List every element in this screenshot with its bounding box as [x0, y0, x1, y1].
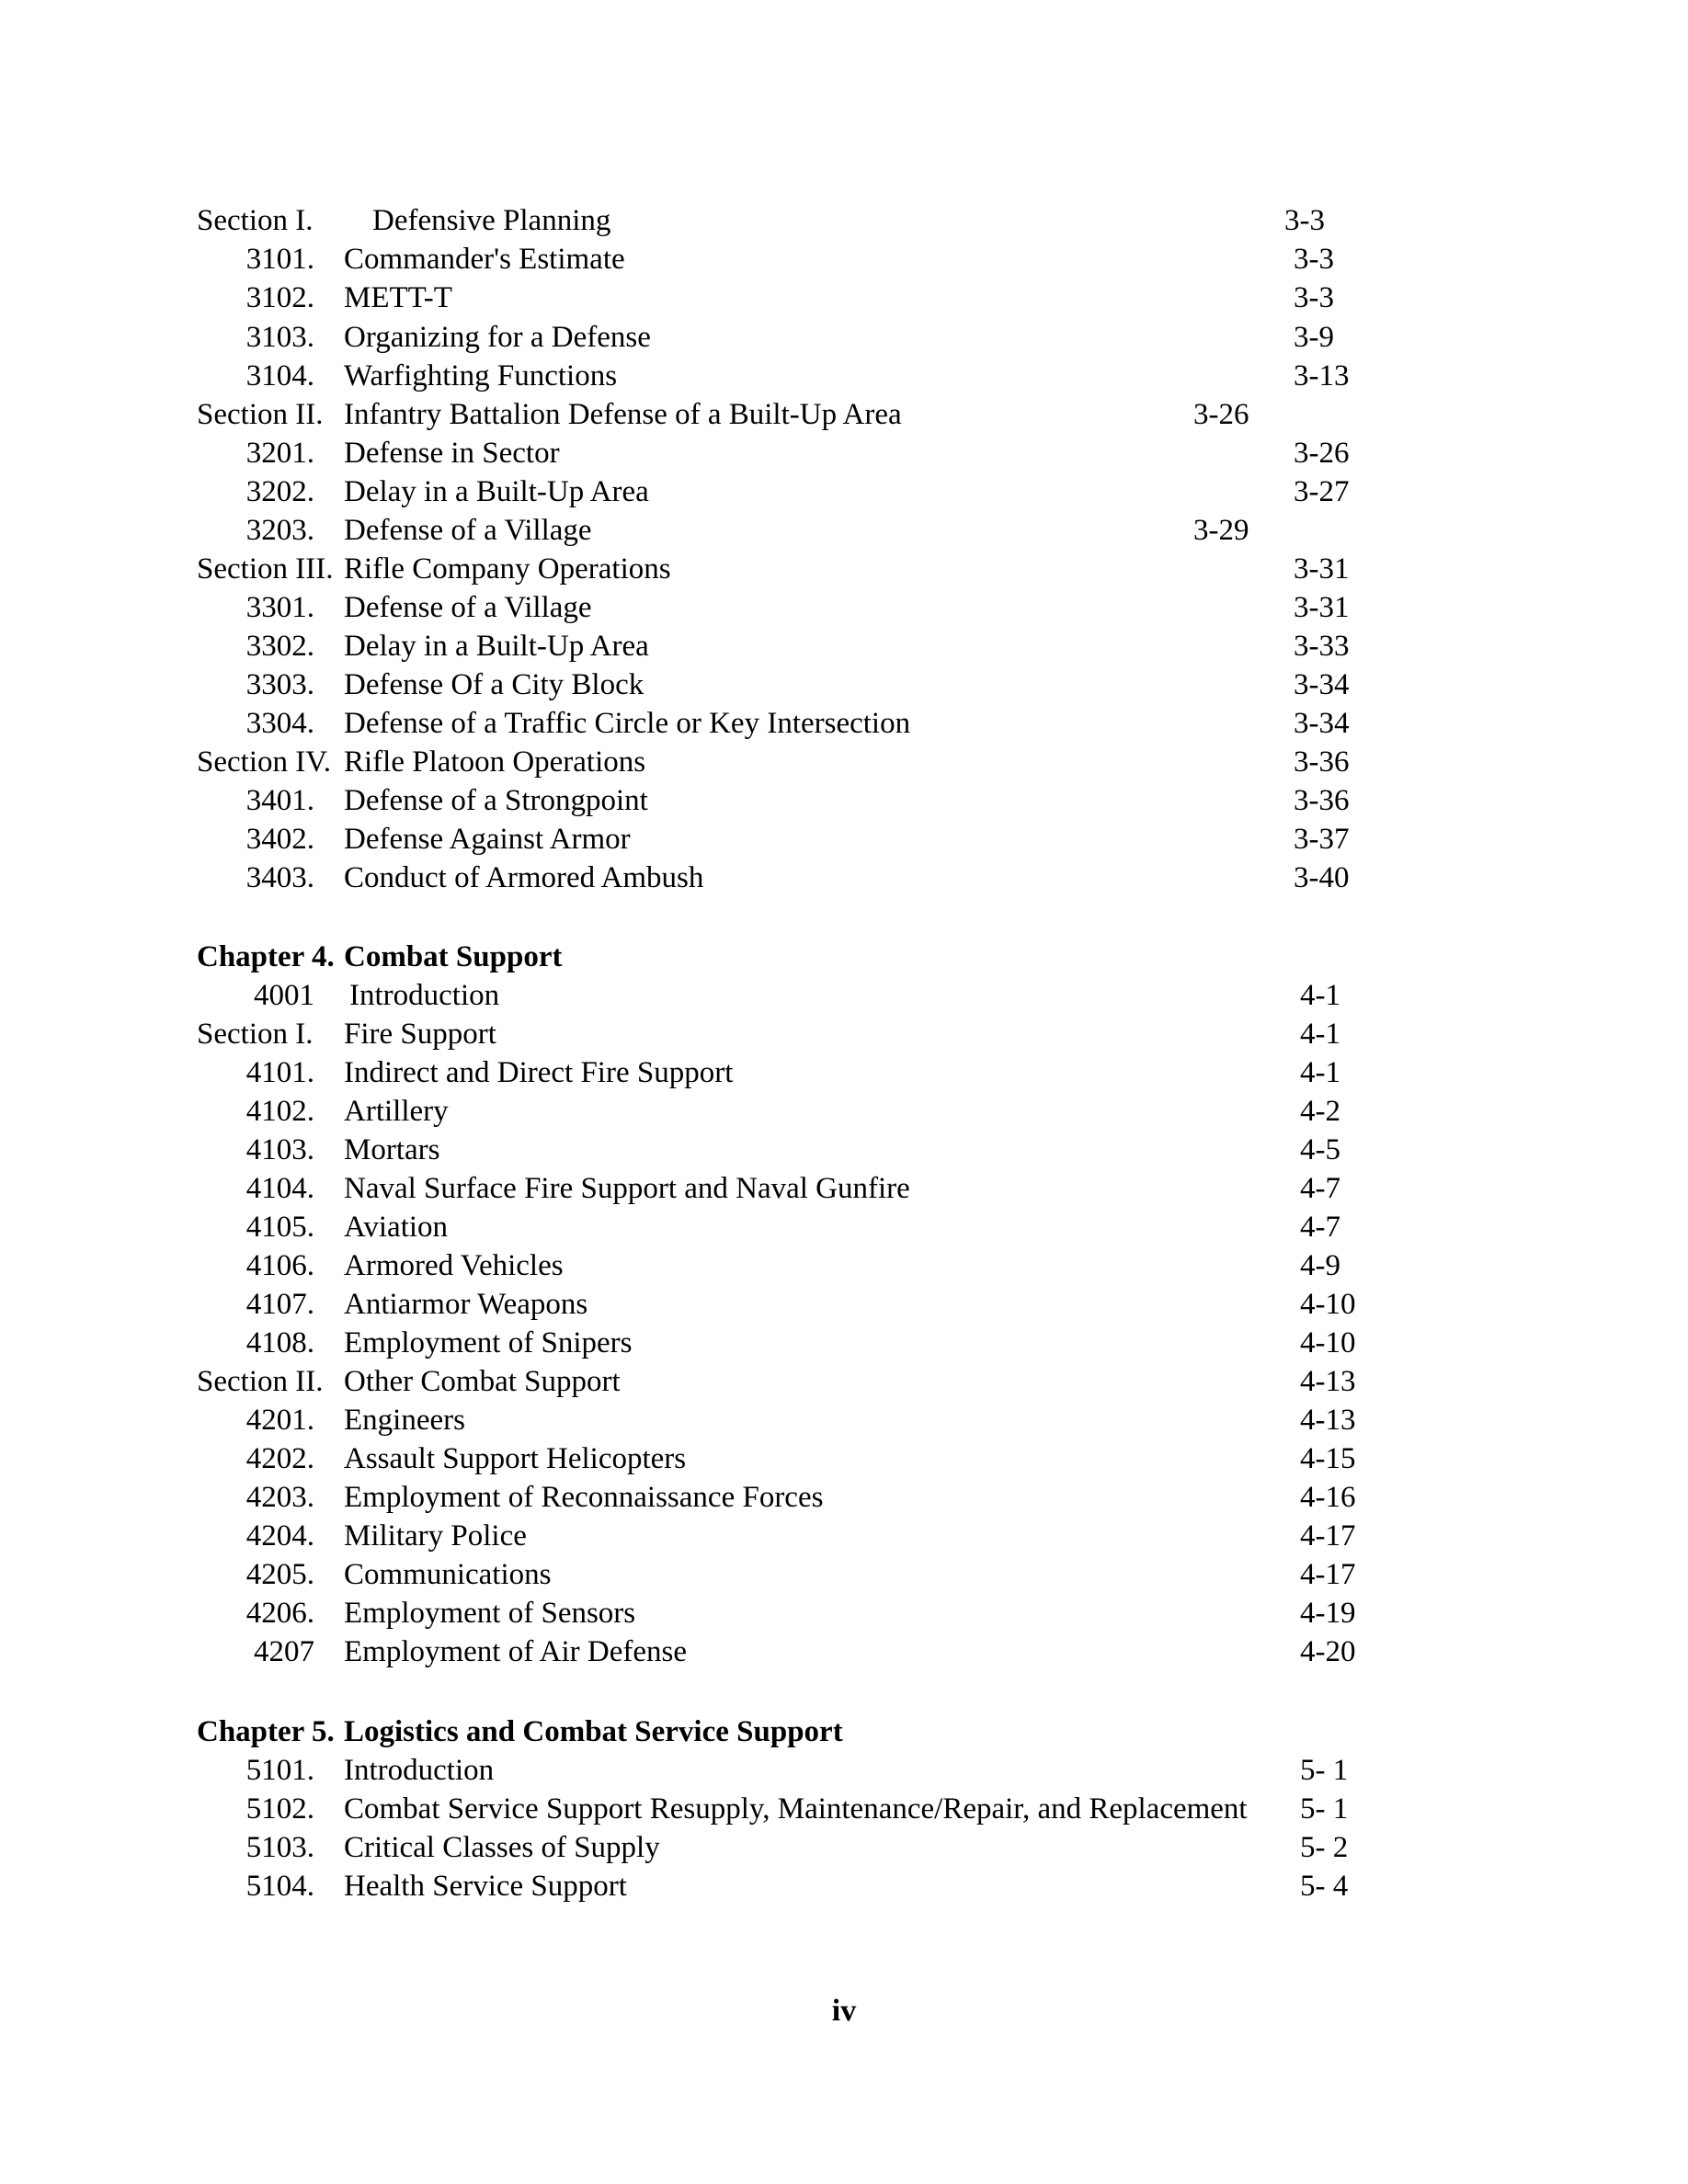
toc-page-number: 3-3: [1294, 243, 1334, 276]
toc-title: Assault Support Helicopters: [344, 1442, 687, 1475]
toc-title: METT-T: [344, 281, 452, 314]
toc-page-number: 5- 4: [1300, 1870, 1349, 1903]
toc-title: Employment of Sensors: [344, 1597, 636, 1630]
toc-number: 4201.: [245, 1404, 314, 1437]
toc-page-number: 4-13: [1300, 1365, 1356, 1398]
toc-entry-row: [0, 781, 1688, 820]
toc-entry-row: [0, 1208, 1688, 1246]
toc-number: 3102.: [245, 281, 314, 314]
toc-number: 4104.: [245, 1172, 314, 1205]
toc-entry-row: [0, 1828, 1688, 1867]
toc-entry-row: [0, 1517, 1688, 1555]
toc-page-number: 3-13: [1294, 359, 1350, 392]
toc-number: 4108.: [245, 1326, 314, 1359]
toc-page-number: 4-17: [1300, 1558, 1356, 1591]
toc-entry-row: [0, 665, 1688, 704]
toc-entry-row: [0, 588, 1688, 627]
toc-page-number: 4-7: [1300, 1211, 1340, 1244]
toc-number: Section I.: [197, 204, 314, 237]
toc-section-row: [0, 743, 1688, 781]
toc-number: 4207: [254, 1635, 314, 1668]
toc-entry-row: [0, 1439, 1688, 1478]
toc-title: Indirect and Direct Fire Support: [344, 1056, 734, 1089]
toc-number: 4205.: [245, 1558, 314, 1591]
toc-page-number: 4-20: [1300, 1635, 1356, 1668]
toc-number: Section III.: [197, 552, 334, 586]
toc-page-number: 3-34: [1294, 668, 1350, 701]
toc-page-number: 3-31: [1294, 552, 1350, 586]
toc-entry-row: [0, 1401, 1688, 1439]
toc-title: Other Combat Support: [344, 1365, 621, 1398]
toc-entry-row: [0, 627, 1688, 665]
toc-number: 3104.: [245, 359, 314, 392]
toc-page-number: 4-15: [1300, 1442, 1356, 1475]
toc-section-row: [0, 1015, 1688, 1053]
toc-entry-row: [0, 240, 1688, 279]
toc-entry-row: [0, 357, 1688, 395]
toc-number: 4102.: [245, 1095, 314, 1128]
toc-title: Defense of a Traffic Circle or Key Intersection: [344, 707, 911, 740]
toc-entry-row: [0, 1285, 1688, 1324]
toc-entry-row: [0, 1324, 1688, 1362]
toc-entry-row: [0, 1790, 1688, 1828]
toc-title: Naval Surface Fire Support and Naval Gunfire: [344, 1172, 910, 1205]
toc-number: 4103.: [245, 1133, 314, 1166]
toc-title: Communications: [344, 1558, 552, 1591]
toc-number: 3303.: [245, 668, 314, 701]
toc-number: 5101.: [245, 1754, 314, 1787]
toc-title: Antiarmor Weapons: [344, 1288, 588, 1321]
toc-chapter-heading: [0, 938, 1688, 976]
toc-entry-row: [0, 1478, 1688, 1517]
toc-number: 4101.: [245, 1056, 314, 1089]
toc-entry-row: [0, 1246, 1688, 1285]
toc-page-number: 5- 1: [1300, 1754, 1349, 1787]
toc-entry-row: [0, 1632, 1688, 1671]
toc-page-number: 4-1: [1300, 1018, 1340, 1051]
toc-title: Defense Against Armor: [344, 823, 631, 856]
toc-title: Rifle Platoon Operations: [344, 745, 646, 779]
toc-number: 3202.: [245, 475, 314, 508]
toc-number: 3402.: [245, 823, 314, 856]
toc-title: Armored Vehicles: [344, 1249, 564, 1282]
toc-page-number: 4-1: [1300, 1056, 1340, 1089]
toc-page-number: 4-1: [1300, 979, 1340, 1012]
toc-number: 4206.: [245, 1597, 314, 1630]
toc-title: Delay in a Built-Up Area: [344, 630, 649, 663]
toc-page-number: 3-3: [1284, 204, 1325, 237]
toc-title: Infantry Battalion Defense of a Built-Up Area: [344, 398, 902, 431]
toc-title: Introduction: [349, 979, 500, 1012]
toc-page-number: 4-13: [1300, 1404, 1356, 1437]
toc-entry-row: [0, 859, 1688, 897]
toc-entry-row: [0, 318, 1688, 357]
toc-number: 4107.: [245, 1288, 314, 1321]
toc-number: 4105.: [245, 1211, 314, 1244]
toc-title: Military Police: [344, 1519, 527, 1553]
toc-number: 3403.: [245, 861, 314, 894]
toc-page-number: 4-17: [1300, 1519, 1356, 1553]
page-number: iv: [831, 1994, 857, 2028]
toc-entry-row: [0, 704, 1688, 743]
toc-title: Defense Of a City Block: [344, 668, 644, 701]
toc-number: 5102.: [245, 1792, 314, 1826]
toc-number: 3103.: [245, 321, 314, 354]
toc-title: Employment of Air Defense: [344, 1635, 687, 1668]
toc-number: Chapter 4.: [197, 940, 335, 973]
toc-title: Warfighting Functions: [344, 359, 618, 392]
toc-number: 5104.: [245, 1870, 314, 1903]
toc-title: Defense of a Village: [344, 591, 592, 624]
toc-section-row: [0, 1362, 1688, 1401]
toc-entry-row: [0, 1751, 1688, 1790]
toc-page-number: 3-37: [1294, 823, 1350, 856]
toc-title: Critical Classes of Supply: [344, 1831, 660, 1864]
toc-entry-row: [0, 1594, 1688, 1632]
toc-number: 3203.: [245, 514, 314, 547]
toc-number: 5103.: [245, 1831, 314, 1864]
toc-page-number: 3-31: [1294, 591, 1350, 624]
toc-title: Employment of Reconnaissance Forces: [344, 1481, 824, 1514]
toc-entry-row: [0, 472, 1688, 511]
toc-number: 3101.: [245, 243, 314, 276]
toc-title: Defensive Planning: [372, 204, 611, 237]
toc-title: Defense of a Village: [344, 514, 592, 547]
toc-page-number: 4-2: [1300, 1095, 1340, 1128]
toc-entry-row: [0, 976, 1688, 1015]
toc-title: Defense of a Strongpoint: [344, 784, 648, 817]
toc-title: Combat Service Support Resupply, Maintenance/Repair, and Replacement: [344, 1792, 1248, 1826]
toc-page-number: 4-7: [1300, 1172, 1340, 1205]
toc-page-number: 3-34: [1294, 707, 1350, 740]
toc-title: Organizing for a Defense: [344, 321, 651, 354]
toc-title: Artillery: [344, 1095, 449, 1128]
toc-title: Commander's Estimate: [344, 243, 625, 276]
toc-number: Section I.: [197, 1018, 314, 1051]
toc-page-number: 4-19: [1300, 1597, 1356, 1630]
toc-number: 4204.: [245, 1519, 314, 1553]
toc-title: Conduct of Armored Ambush: [344, 861, 704, 894]
toc-section-row: [0, 550, 1688, 588]
toc-number: Section IV.: [197, 745, 332, 779]
toc-entry-row: [0, 1131, 1688, 1169]
toc-number: 3304.: [245, 707, 314, 740]
toc-entry-row: [0, 1092, 1688, 1131]
toc-entry-row: [0, 1169, 1688, 1208]
toc-title: Fire Support: [344, 1018, 496, 1051]
toc-entry-row: [0, 434, 1688, 472]
toc-title: Mortars: [344, 1133, 440, 1166]
toc-page-number: 4-10: [1300, 1288, 1356, 1321]
toc-title: Logistics and Combat Service Support: [344, 1715, 843, 1748]
toc-title: Introduction: [344, 1754, 495, 1787]
toc-number: 4106.: [245, 1249, 314, 1282]
toc-page-number: 3-36: [1294, 745, 1350, 779]
toc-number: 4202.: [245, 1442, 314, 1475]
toc-page-number: 5- 1: [1300, 1792, 1349, 1826]
toc-number: Section II.: [197, 398, 324, 431]
toc-number: 3302.: [245, 630, 314, 663]
toc-title: Combat Support: [344, 940, 563, 973]
toc-entry-row: [0, 279, 1688, 317]
toc-title: Employment of Snipers: [344, 1326, 633, 1359]
toc-entry-row: [0, 1053, 1688, 1092]
toc-section-row: [0, 201, 1688, 240]
toc-page-number: 3-33: [1294, 630, 1350, 663]
toc-page-number: 4-9: [1300, 1249, 1340, 1282]
toc-page-number: 3-27: [1294, 475, 1350, 508]
toc-page-number: 4-16: [1300, 1481, 1356, 1514]
toc-page-number: 4-5: [1300, 1133, 1340, 1166]
toc-title: Aviation: [344, 1211, 449, 1244]
toc-number: Chapter 5.: [197, 1715, 335, 1748]
toc-page-number: 3-26: [1193, 398, 1249, 431]
toc-entry-row: [0, 511, 1688, 550]
toc-page-number: 3-29: [1193, 514, 1249, 547]
toc-page-number: 5- 2: [1300, 1831, 1349, 1864]
toc-number: 3201.: [245, 437, 314, 470]
toc-number: 4203.: [245, 1481, 314, 1514]
toc-page-number: 3-9: [1294, 321, 1334, 354]
toc-title: Engineers: [344, 1404, 465, 1437]
toc-number: 4001: [254, 979, 314, 1012]
toc-section-row: [0, 395, 1688, 434]
toc-title: Defense in Sector: [344, 437, 560, 470]
toc-number: 3401.: [245, 784, 314, 817]
toc-entry-row: [0, 1867, 1688, 1905]
toc-number: Section II.: [197, 1365, 324, 1398]
toc-title: Rifle Company Operations: [344, 552, 671, 586]
toc-title: Delay in a Built-Up Area: [344, 475, 649, 508]
toc-entry-row: [0, 1555, 1688, 1594]
toc-chapter-heading: [0, 1712, 1688, 1751]
toc-page-number: 4-10: [1300, 1326, 1356, 1359]
toc-page-number: 3-3: [1294, 281, 1334, 314]
toc-number: 3301.: [245, 591, 314, 624]
toc-title: Health Service Support: [344, 1870, 627, 1903]
toc-page-number: 3-36: [1294, 784, 1350, 817]
toc-page-number: 3-26: [1294, 437, 1350, 470]
toc-entry-row: [0, 820, 1688, 859]
toc-page-number: 3-40: [1294, 861, 1350, 894]
